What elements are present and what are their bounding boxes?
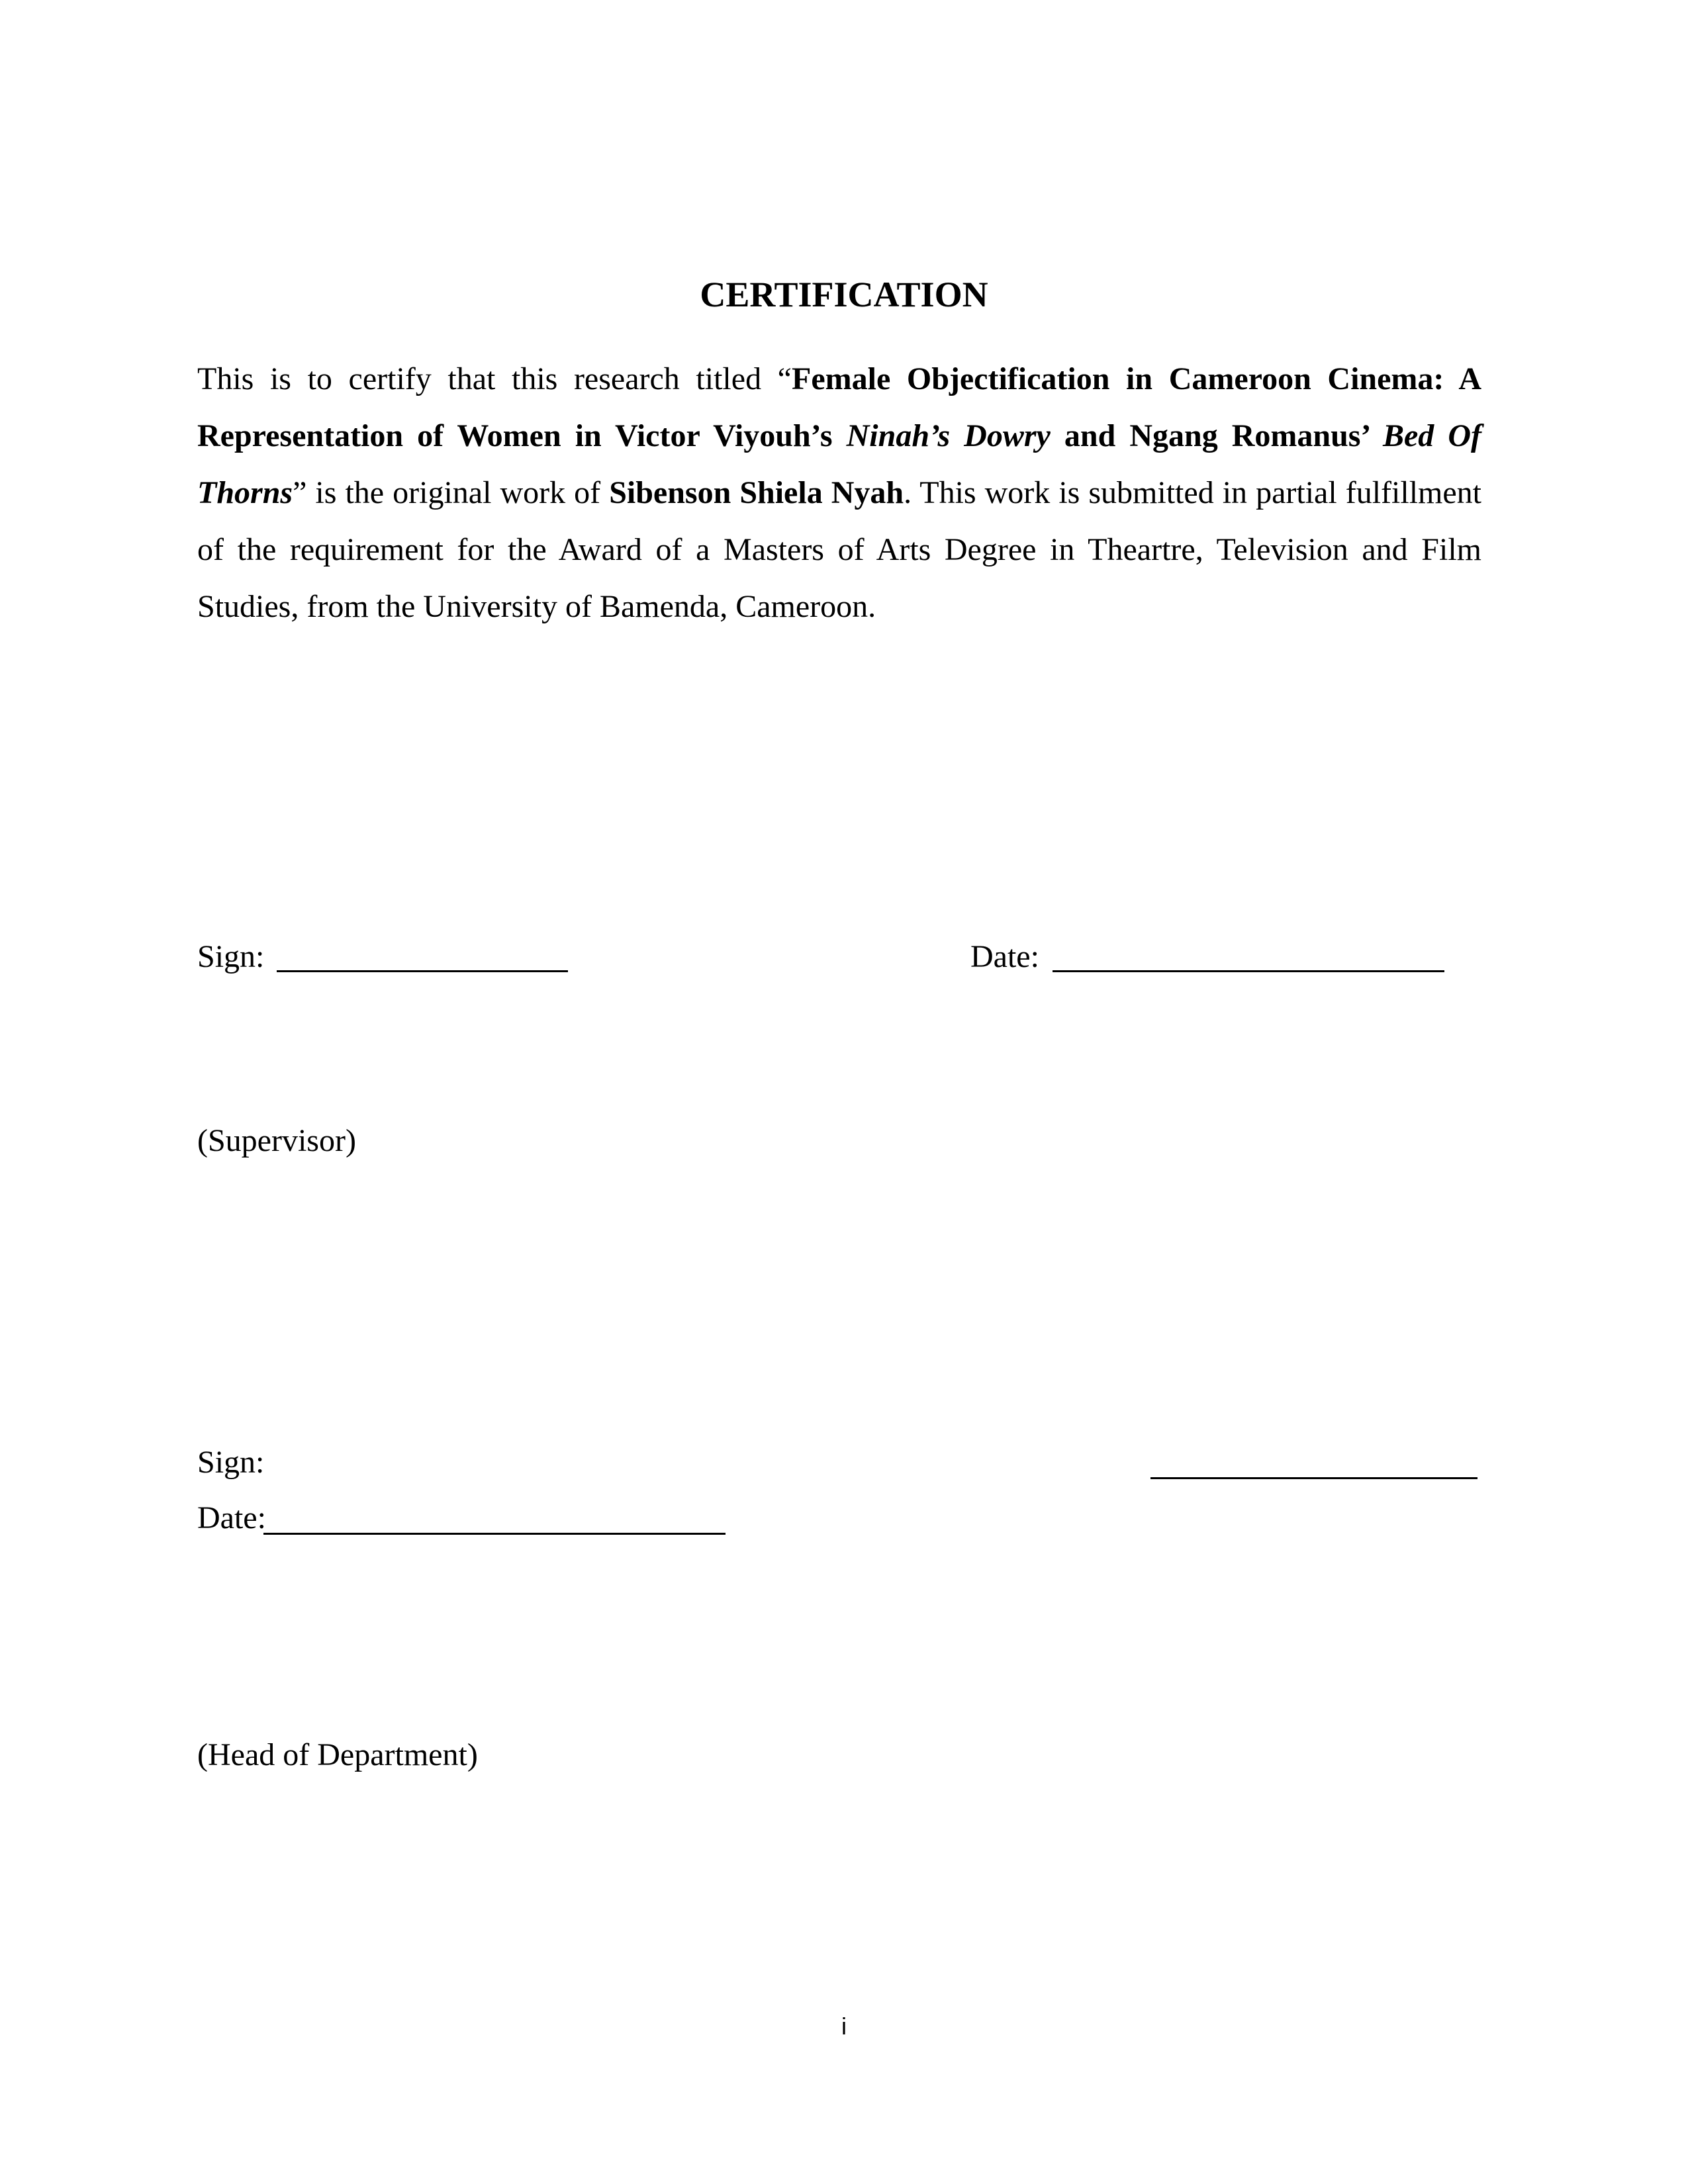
hod-sign-line	[1150, 1477, 1477, 1479]
hod-date-line	[263, 1533, 726, 1535]
hod-role: (Head of Department)	[197, 1737, 478, 1772]
hod-date-label: Date:	[197, 1500, 266, 1535]
supervisor-date-line	[1053, 970, 1444, 972]
page-number: i	[841, 2013, 847, 2040]
body-end: . This work is submitted in partial fulfillment of the requirement for the Award of a Masters of Arts Degree in Theartre, Television and Film Studies, from the University of Bamenda, Cameroon.	[197, 475, 1482, 624]
body-intro: This is to certify that this research titled “	[197, 361, 792, 396]
supervisor-date-label: Date:	[970, 939, 1039, 974]
research-title-part2: and Ngang Romanus’	[1050, 418, 1383, 453]
film-title-2: Bed Of Thorns	[197, 418, 1481, 510]
certification-paragraph	[197, 351, 1481, 635]
supervisor-sign-line	[277, 970, 568, 972]
supervisor-role: (Supervisor)	[197, 1123, 356, 1158]
author-name: Sibenson Shiela Nyah	[609, 475, 904, 510]
film-title-1: Ninah’s Dowry	[846, 418, 1051, 453]
research-title-part1: Female Objectification in Cameroon Cinema: A Representation of Women in Victor Viyouh’s	[197, 361, 1482, 453]
document-title: CERTIFICATION	[700, 275, 988, 314]
body-middle: ” is the original work of	[293, 475, 610, 510]
supervisor-sign-label: Sign:	[197, 939, 265, 974]
hod-sign-label: Sign:	[197, 1445, 265, 1480]
